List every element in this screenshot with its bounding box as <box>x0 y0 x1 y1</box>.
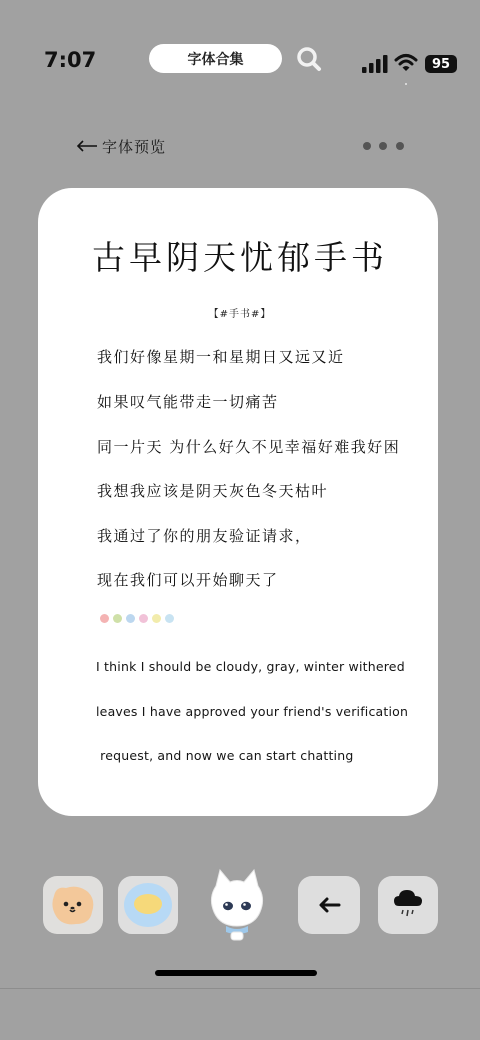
back-arrow-tile-icon[interactable] <box>298 876 360 934</box>
battery-indicator <box>425 55 457 73</box>
home-indicator[interactable] <box>155 970 317 976</box>
color-dot <box>152 614 161 623</box>
sample-text-line: 我们好像星期一和星期日又远又近 <box>97 348 345 366</box>
rain-cloud-glyph <box>393 888 423 922</box>
font-preview-card <box>38 188 438 816</box>
color-dot <box>165 614 174 623</box>
english-sample-line: I think I should be cloudy, gray, winter withered <box>96 659 405 674</box>
font-collection-pill[interactable] <box>149 44 282 73</box>
search-icon[interactable] <box>296 46 322 72</box>
color-dot <box>100 614 109 623</box>
color-dots <box>100 614 174 623</box>
color-dot <box>139 614 148 623</box>
font-name-title: 古早阴天忧郁手书 <box>92 238 388 277</box>
battery-level: 95 <box>431 56 451 72</box>
more-options-icon[interactable] <box>362 141 406 151</box>
status-bar <box>0 0 480 110</box>
english-sample-line: request, and now we can start chatting <box>96 748 354 763</box>
bottom-divider <box>0 988 480 989</box>
bear-face-icon[interactable] <box>43 876 103 934</box>
rain-cloud-icon[interactable] <box>378 876 438 934</box>
wifi-icon <box>394 53 418 73</box>
status-time: 7:07 <box>44 48 97 72</box>
cellular-signal-icon <box>362 55 388 73</box>
font-collection-label: 字体合集 <box>187 51 244 68</box>
nav-title: 字体预览 <box>102 137 167 156</box>
back-button[interactable] <box>76 135 166 157</box>
egg-icon[interactable] <box>118 876 178 934</box>
white-cat-icon[interactable] <box>204 868 270 944</box>
color-dot <box>126 614 135 623</box>
english-sample-line: leaves I have approved your friend's verification <box>96 704 409 719</box>
sample-text-line: 我想我应该是阴天灰色冬天枯叶 <box>97 482 329 500</box>
color-dot <box>113 614 122 623</box>
bear-face-graphic <box>48 882 98 928</box>
egg-graphic <box>122 881 174 929</box>
left-arrow-glyph <box>317 896 341 914</box>
privacy-dot <box>405 83 407 85</box>
white-cat-graphic <box>204 868 270 944</box>
sample-text-line: 现在我们可以开始聊天了 <box>97 571 279 589</box>
sample-text-line: 如果叹气能带走一切痛苦 <box>97 393 279 411</box>
back-arrow-icon <box>76 139 98 153</box>
sample-text-line: 我通过了你的朋友验证请求， <box>97 527 312 545</box>
font-tag: 【#手书#】 <box>208 309 272 320</box>
sample-text-line: 同一片天 为什么好久不见幸福好难我好困 <box>97 438 401 456</box>
